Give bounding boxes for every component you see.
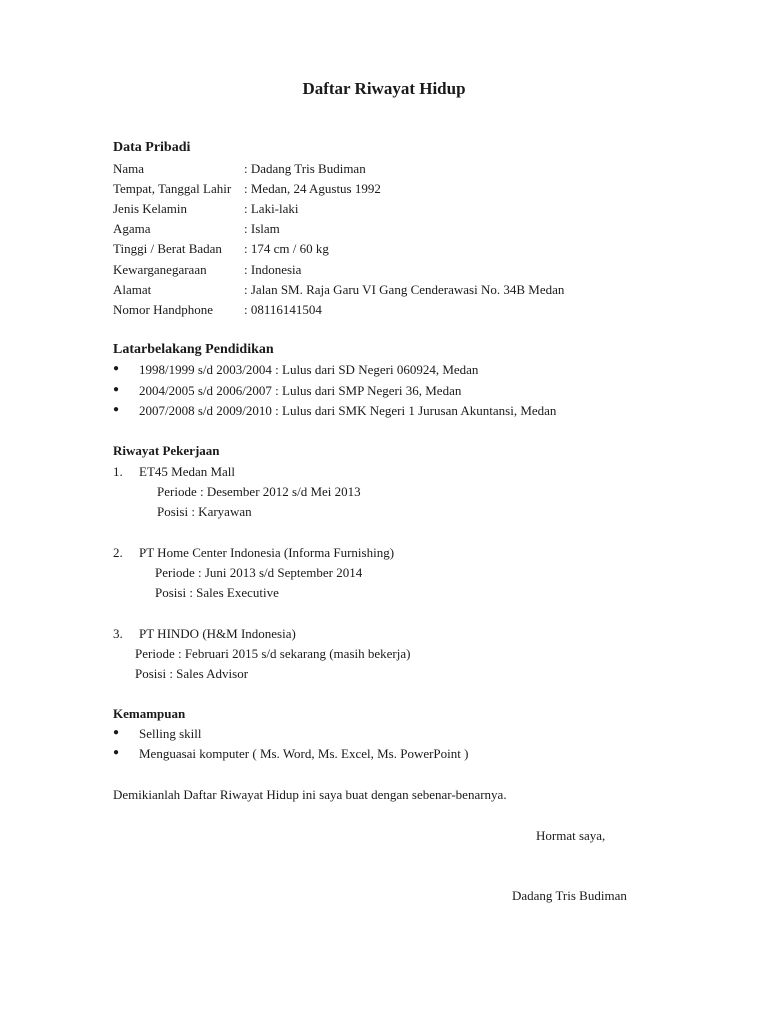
personal-label: Tempat, Tanggal Lahir bbox=[113, 181, 232, 196]
job-posisi: Posisi : Karyawan bbox=[157, 504, 252, 519]
job-number: 1. bbox=[113, 464, 123, 479]
personal-value: : Medan, 24 Agustus 1992 bbox=[244, 181, 381, 196]
document-title: Daftar Riwayat Hidup bbox=[302, 79, 466, 98]
work-heading: Riwayat Pekerjaan bbox=[113, 443, 220, 458]
personal-value: : Dadang Tris Budiman bbox=[244, 161, 366, 176]
closing-regards: Hormat saya, bbox=[536, 828, 606, 843]
job-posisi: Posisi : Sales Advisor bbox=[135, 666, 249, 681]
personal-label: Alamat bbox=[113, 282, 152, 297]
personal-label: Nama bbox=[113, 161, 145, 176]
job-company: PT HINDO (H&M Indonesia) bbox=[139, 626, 296, 641]
bullet-icon: ● bbox=[113, 384, 120, 395]
education-text: 1998/1999 s/d 2003/2004 : Lulus dari SD Negeri 060924, Medan bbox=[139, 362, 479, 377]
personal-label: Jenis Kelamin bbox=[113, 201, 188, 216]
personal-value: : Laki-laki bbox=[244, 201, 299, 216]
personal-label: Nomor Handphone bbox=[113, 302, 214, 317]
bullet-icon: ● bbox=[113, 747, 120, 758]
job-periode: Periode : Juni 2013 s/d September 2014 bbox=[155, 565, 363, 580]
job-periode: Periode : Desember 2012 s/d Mei 2013 bbox=[157, 484, 361, 499]
job-posisi: Posisi : Sales Executive bbox=[155, 585, 279, 600]
education-text: 2004/2005 s/d 2006/2007 : Lulus dari SMP Negeri 36, Medan bbox=[139, 383, 462, 398]
bullet-icon: ● bbox=[113, 727, 120, 738]
closing-statement: Demikianlah Daftar Riwayat Hidup ini saya buat dengan sebenar-benarnya. bbox=[113, 787, 507, 802]
skills-heading: Kemampuan bbox=[113, 706, 186, 721]
job-number: 3. bbox=[113, 626, 123, 641]
education-heading: Latarbelakang Pendidikan bbox=[113, 342, 274, 357]
job-company: ET45 Medan Mall bbox=[139, 464, 236, 479]
personal-label: Kewarganegaraan bbox=[113, 262, 207, 277]
personal-label: Agama bbox=[113, 221, 151, 236]
job-periode: Periode : Februari 2015 s/d sekarang (masih bekerja) bbox=[135, 646, 411, 661]
skill-text: Selling skill bbox=[139, 726, 202, 741]
personal-value: : Jalan SM. Raja Garu VI Gang Cenderawasi No. 34B Medan bbox=[244, 282, 565, 297]
personal-value: : 174 cm / 60 kg bbox=[244, 241, 329, 256]
bullet-icon: ● bbox=[113, 363, 120, 374]
personal-value: : Indonesia bbox=[244, 262, 302, 277]
personal-heading: Data Pribadi bbox=[113, 140, 191, 155]
personal-value: : 08116141504 bbox=[244, 302, 322, 317]
education-text: 2007/2008 s/d 2009/2010 : Lulus dari SMK Negeri 1 Jurusan Akuntansi, Medan bbox=[139, 403, 557, 418]
bullet-icon: ● bbox=[113, 404, 120, 415]
personal-label: Tinggi / Berat Badan bbox=[113, 241, 222, 256]
skill-text: Menguasai komputer ( Ms. Word, Ms. Excel, Ms. PowerPoint ) bbox=[139, 746, 469, 761]
personal-value: : Islam bbox=[244, 221, 280, 236]
signature-name: Dadang Tris Budiman bbox=[512, 888, 627, 903]
job-number: 2. bbox=[113, 545, 123, 560]
job-company: PT Home Center Indonesia (Informa Furnishing) bbox=[139, 545, 395, 560]
